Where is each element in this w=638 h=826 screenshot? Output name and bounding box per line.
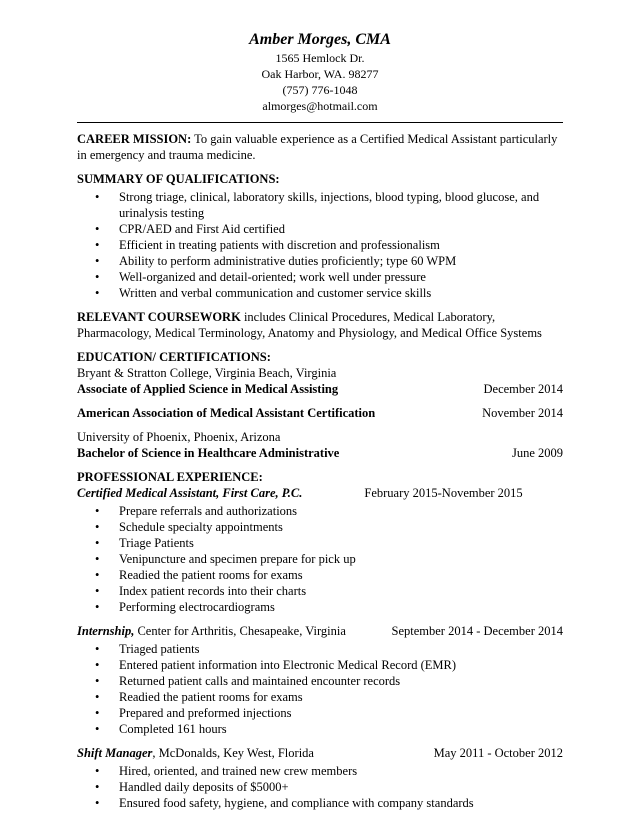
list-item: • Hired, oriented, and trained new crew members — [77, 763, 563, 779]
list-item: • Readied the patient rooms for exams — [77, 689, 563, 705]
job-3-date: May 2011 - October 2012 — [433, 746, 563, 760]
resume-header — [77, 30, 563, 114]
phone-number: (757) 776-1048 — [282, 83, 358, 97]
job-1 — [77, 485, 563, 615]
list-item: • Ability to perform administrative duties proficiently; type 60 WPM — [77, 253, 563, 269]
degree-2-row — [77, 445, 563, 461]
job-2-date: September 2014 - December 2014 — [391, 624, 563, 638]
education-heading: EDUCATION/ CERTIFICATIONS: — [77, 350, 271, 364]
list-item: • Handled daily deposits of $5000+ — [77, 779, 563, 795]
coursework-label: RELEVANT COURSEWORK — [77, 310, 241, 324]
career-mission-section — [77, 131, 563, 163]
job-3-title-row — [77, 745, 563, 761]
job-2 — [77, 623, 563, 737]
career-mission-label: CAREER MISSION: — [77, 132, 192, 146]
list-item: • Readied the patient rooms for exams — [77, 567, 563, 583]
job-3 — [77, 745, 563, 811]
certification-date: November 2014 — [482, 406, 563, 420]
list-item: • Triaged patients — [77, 641, 563, 657]
list-item: • Completed 161 hours — [77, 721, 563, 737]
degree-1-row — [77, 381, 563, 397]
job-3-org: , McDonalds, Key West, Florida — [152, 746, 314, 760]
coursework-section — [77, 309, 563, 341]
job-3-duties — [77, 763, 563, 811]
job-2-title: Internship, — [77, 624, 135, 638]
experience-section — [77, 469, 563, 811]
address-line-1: 1565 Hemlock Dr. — [275, 51, 365, 65]
degree-2: Bachelor of Science in Healthcare Administrative — [77, 446, 340, 460]
school-1: Bryant & Stratton College, Virginia Beach, Virginia — [77, 366, 337, 380]
certification-row — [77, 405, 563, 421]
job-3-title: Shift Manager — [77, 746, 153, 760]
list-item: • Well-organized and detail-oriented; work well under pressure — [77, 269, 563, 285]
degree-2-date: June 2009 — [511, 446, 563, 460]
list-item: • Prepared and preformed injections — [77, 705, 563, 721]
job-2-duties — [77, 641, 563, 737]
header-divider — [77, 122, 563, 123]
address-line-2: Oak Harbor, WA. 98277 — [261, 67, 379, 81]
qualifications-list — [77, 189, 563, 301]
list-item: • Strong triage, clinical, laboratory skills, injections, blood typing, blood glucose, and urinalysis testing — [77, 189, 563, 221]
list-item: • Ensured food safety, hygiene, and compliance with company standards — [77, 795, 563, 811]
job-1-title-row — [77, 485, 563, 501]
job-2-org: Center for Arthritis, Chesapeake, Virginia — [137, 624, 346, 638]
certification-name: American Association of Medical Assistant Certification — [77, 406, 376, 420]
degree-1-date: December 2014 — [483, 382, 563, 396]
experience-heading: PROFESSIONAL EXPERIENCE: — [77, 470, 263, 484]
list-item: • Efficient in treating patients with discretion and professionalism — [77, 237, 563, 253]
list-item: • Written and verbal communication and customer service skills — [77, 285, 563, 301]
list-item: • CPR/AED and First Aid certified — [77, 221, 563, 237]
list-item: • Prepare referrals and authorizations — [77, 503, 563, 519]
email-address: almorges@hotmail.com — [262, 99, 378, 113]
list-item: • Index patient records into their charts — [77, 583, 563, 599]
school-2: University of Phoenix, Phoenix, Arizona — [77, 430, 281, 444]
education-section — [77, 349, 563, 461]
list-item: • Venipuncture and specimen prepare for pick up — [77, 551, 563, 567]
coursework-text: includes Clinical Procedures, Medical Laboratory, Pharmacology, Medical Terminology, Anatomy and Physiology, and Medical Office Systems — [77, 310, 542, 340]
resume-page — [77, 30, 563, 811]
list-item: • Schedule specialty appointments — [77, 519, 563, 535]
list-item: • Entered patient information into Electronic Medical Record (EMR) — [77, 657, 563, 673]
list-item: • Triage Patients — [77, 535, 563, 551]
list-item: • Performing electrocardiograms — [77, 599, 563, 615]
qualifications-heading: SUMMARY OF QUALIFICATIONS: — [77, 172, 280, 186]
job-2-title-row — [77, 623, 563, 639]
job-1-date: February 2015-November 2015 — [364, 486, 523, 500]
degree-1: Associate of Applied Science in Medical Assisting — [77, 382, 339, 396]
job-1-title: Certified Medical Assistant, First Care, P.C. — [77, 486, 303, 500]
candidate-name: Amber Morges, CMA — [249, 31, 391, 48]
qualifications-section — [77, 171, 563, 301]
career-mission-text: To gain valuable experience as a Certified Medical Assistant particularly in emergency and trauma medicine. — [77, 132, 558, 162]
job-1-duties — [77, 503, 563, 615]
list-item: • Returned patient calls and maintained encounter records — [77, 673, 563, 689]
